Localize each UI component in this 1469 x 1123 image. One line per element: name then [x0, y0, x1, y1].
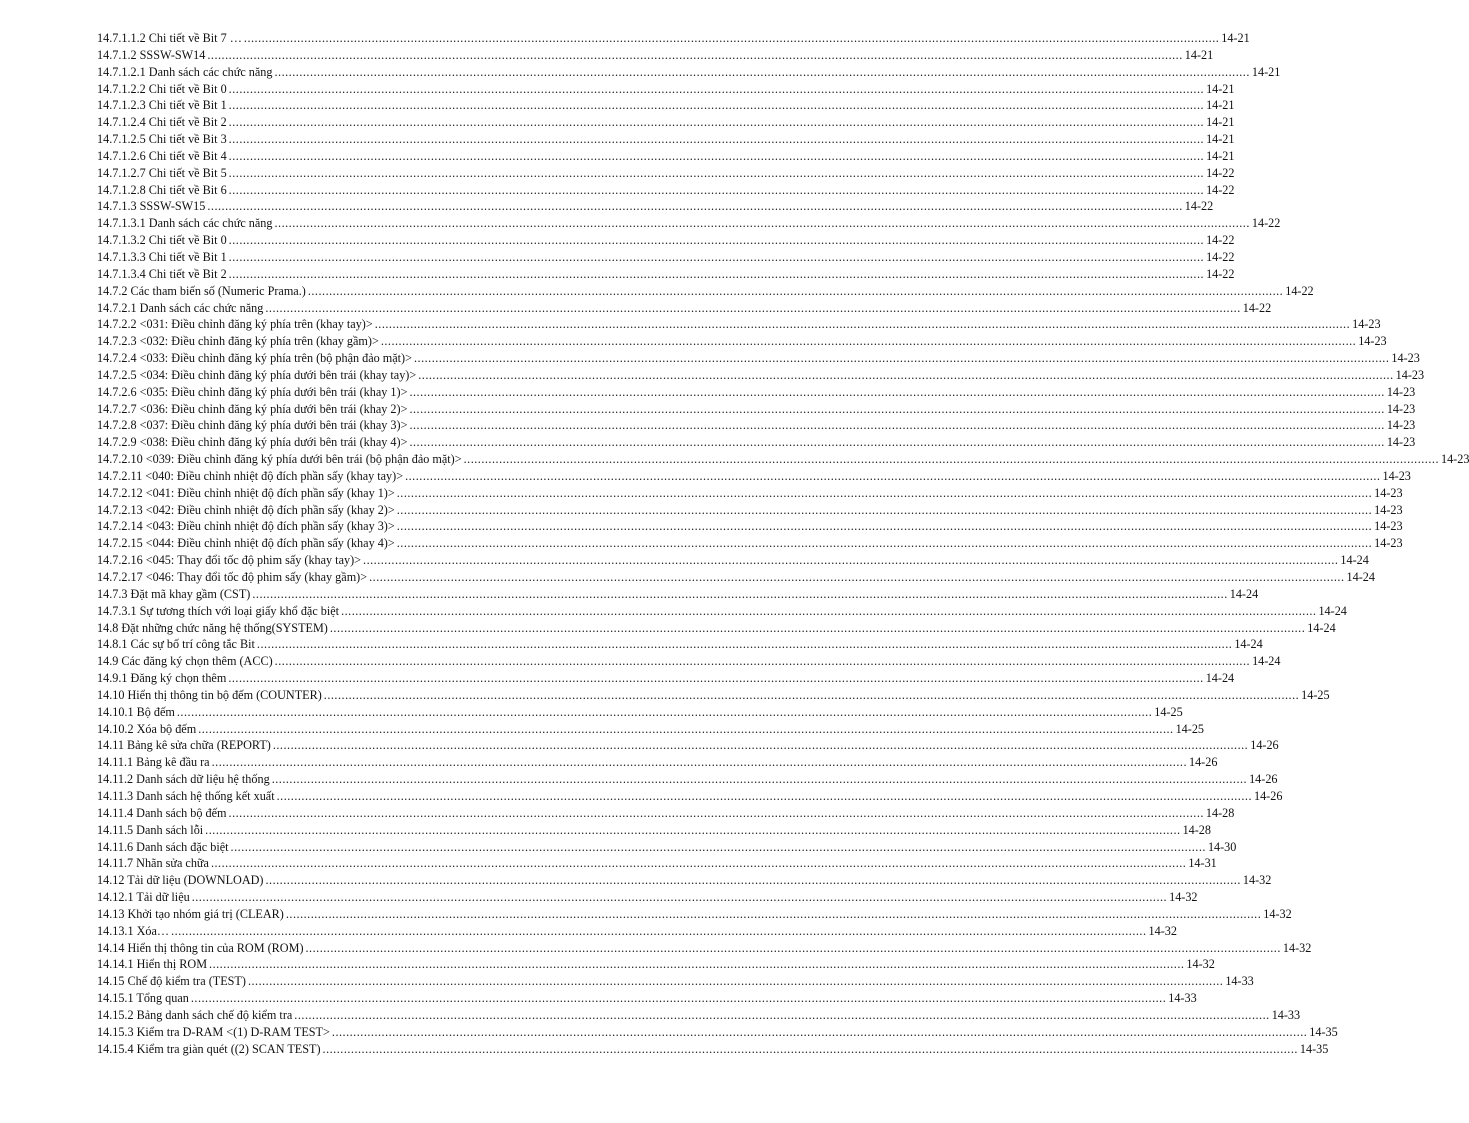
toc-entry-title: 14.7.2 Các tham biến số (Numeric Prama.) — [97, 283, 306, 298]
toc-entry-title: 14.7.3 Đặt mã khay gầm (CST) — [97, 586, 251, 601]
toc-entry[interactable] — [97, 182, 1235, 199]
toc-entry[interactable] — [97, 283, 1314, 300]
toc-entry-title: 14.8 Đặt những chức năng hệ thống(SYSTEM) — [97, 620, 328, 635]
toc-entry-page: 14-24 — [1229, 586, 1259, 601]
toc-entry-title: 14.15.2 Bảng danh sách chế độ kiểm tra — [97, 1007, 293, 1022]
toc-entry-title: 14.11.5 Danh sách lỗi — [97, 822, 204, 837]
toc-entry-page: 14-32 — [1169, 890, 1198, 905]
toc-entry-title: 14.7.1.1.2 Chi tiết về Bit 7 … — [97, 31, 242, 45]
toc-entry[interactable] — [97, 855, 1217, 872]
toc-entry[interactable] — [97, 569, 1375, 586]
toc-entry[interactable] — [97, 603, 1347, 620]
toc-entry[interactable] — [97, 822, 1211, 839]
toc-entry-page: 14-24 — [1346, 570, 1375, 584]
toc-entry-page: 14-22 — [1206, 249, 1235, 264]
toc-entry-title: 14.12.1 Tải dữ liệu — [97, 890, 190, 905]
toc-entry-page: 14-21 — [1184, 47, 1214, 62]
toc-entry-title: 14.11.7 Nhãn sửa chữa — [97, 856, 209, 871]
toc-entry-title: 14.7.1.2.7 Chi tiết về Bit 5 — [97, 165, 227, 180]
toc-entry-title: 14.7.1.2 SSSW-SW14 — [97, 47, 206, 62]
toc-entry-title: 14.7.2.1 Danh sách các chức năng — [97, 300, 264, 315]
toc-entry-title: 14.15.4 Kiểm tra giàn quét ((2) SCAN TEST) — [97, 1041, 321, 1056]
toc-entry[interactable] — [97, 636, 1263, 653]
toc-entry-page: 14-32 — [1148, 923, 1177, 938]
toc-dot-leader — [397, 535, 1372, 552]
toc-entry-title: 14.7.2.7 <036: Điều chỉnh đăng ký phía dưới bên trái (khay 2)> — [97, 401, 408, 416]
toc-entry-title: 14.10.1 Bộ đếm — [97, 704, 175, 719]
toc-entry-title: 14.7.1.3.2 Chi tiết về Bit 0 — [97, 233, 227, 248]
toc-entry-title: 14.7.2.16 <045: Thay đổi tốc độ phim sấy (khay tay)> — [97, 553, 362, 568]
toc-entry-page: 14-23 — [1440, 452, 1469, 467]
toc-entry-page: 14-25 — [1154, 704, 1183, 719]
toc-entry-page: 14-24 — [1307, 620, 1336, 635]
toc-entry-title: 14.11.1 Bảng kê đầu ra — [97, 755, 210, 770]
toc-entry-title: 14.12 Tải dữ liệu (DOWNLOAD) — [97, 873, 264, 888]
toc-dot-leader — [231, 839, 1206, 856]
toc-entry-title: 14.7.1.3.3 Chi tiết về Bit 1 — [97, 249, 227, 264]
toc-dot-leader — [323, 1041, 1298, 1058]
toc-dot-leader — [171, 923, 1146, 940]
toc-entry-page: 14-23 — [1386, 435, 1416, 450]
toc-entry-title: 14.7.2.13 <042: Điều chỉnh nhiệt độ đích phần sấy (khay 2)> — [97, 502, 395, 517]
toc-entry-page: 14-32 — [1263, 906, 1292, 921]
toc-entry-title: 14.7.1.3.4 Chi tiết về Bit 2 — [97, 266, 227, 281]
toc-dot-leader — [244, 30, 1219, 47]
toc-entry-title: 14.7.1.3 SSSW-SW15 — [97, 199, 206, 214]
toc-entry[interactable] — [97, 451, 1469, 468]
toc-entry-page: 14-22 — [1206, 266, 1235, 281]
toc-dot-leader — [273, 737, 1248, 754]
toc-entry-title: 14.11.6 Danh sách đặc biệt — [97, 839, 229, 854]
toc-dot-leader — [229, 131, 1204, 148]
toc-entry-page: 14-24 — [1340, 553, 1369, 568]
toc-entry-page: 14-22 — [1184, 199, 1214, 214]
toc-entry-page: 14-22 — [1206, 165, 1235, 180]
toc-dot-leader — [306, 940, 1281, 957]
toc-entry[interactable] — [97, 906, 1292, 923]
toc-dot-leader — [330, 620, 1305, 637]
toc-entry[interactable] — [97, 434, 1416, 451]
toc-entry-title: 14.13.1 Xóa… — [97, 923, 170, 938]
toc-dot-leader — [257, 636, 1232, 653]
toc-dot-leader — [414, 350, 1389, 367]
toc-dot-leader — [229, 114, 1204, 131]
toc-dot-leader — [198, 721, 1173, 738]
toc-entry-page: 14-25 — [1175, 721, 1205, 736]
toc-entry[interactable] — [97, 1024, 1338, 1041]
toc-entry-page: 14-33 — [1225, 974, 1254, 989]
toc-entry-title: 14.7.2.3 <032: Điều chỉnh đăng ký phía trên (khay gầm)> — [97, 334, 379, 349]
toc-entry[interactable] — [97, 805, 1235, 822]
toc-entry-title: 14.7.2.14 <043: Điều chỉnh nhiệt độ đích phần sấy (khay 3)> — [97, 519, 395, 534]
toc-entry-title: 14.7.2.4 <033: Điều chỉnh đăng ký phía trên (bộ phận đảo mặt)> — [97, 351, 412, 366]
toc-dot-leader — [363, 552, 1338, 569]
toc-entry-page: 14-21 — [1206, 148, 1235, 163]
toc-entry-page: 14-23 — [1386, 401, 1416, 416]
toc-entry[interactable] — [97, 198, 1214, 215]
toc-entry-title: 14.7.2.8 <037: Điều chỉnh đăng ký phía dưới bên trái (khay 3)> — [97, 418, 408, 433]
toc-entry-title: 14.7.2.2 <031: Điều chỉnh đăng ký phía trên (khay tay)> — [97, 317, 373, 332]
toc-entry-title: 14.7.2.15 <044: Điều chỉnh nhiệt độ đích phần sấy (khay 4)> — [97, 536, 395, 551]
toc-entry[interactable] — [97, 384, 1416, 401]
toc-entry-title: 14.7.2.12 <041: Điều chỉnh nhiệt độ đích phần sấy (khay 1)> — [97, 485, 395, 500]
toc-entry-page: 14-21 — [1221, 31, 1250, 45]
toc-dot-leader — [341, 603, 1316, 620]
toc-dot-leader — [207, 198, 1182, 215]
toc-dot-leader — [277, 788, 1252, 805]
toc-entry[interactable] — [97, 300, 1272, 317]
toc-entry[interactable] — [97, 316, 1381, 333]
toc-entry[interactable] — [97, 923, 1177, 940]
toc-entry[interactable] — [97, 839, 1237, 856]
toc-entry[interactable] — [97, 1041, 1329, 1058]
toc-dot-leader — [192, 889, 1167, 906]
toc-entry-title: 14.7.1.2.1 Danh sách các chức năng — [97, 64, 273, 79]
toc-entry-page: 14-23 — [1386, 418, 1416, 433]
toc-entry[interactable] — [97, 97, 1235, 114]
toc-dot-leader — [229, 249, 1204, 266]
toc-entry[interactable] — [97, 973, 1254, 990]
toc-entry[interactable] — [97, 940, 1312, 957]
toc-entry[interactable] — [97, 215, 1281, 232]
table-of-contents — [97, 30, 1469, 1057]
toc-entry-page: 14-21 — [1206, 132, 1235, 147]
toc-dot-leader — [409, 384, 1384, 401]
toc-entry-page: 14-24 — [1234, 637, 1263, 652]
toc-entry-page: 14-22 — [1251, 216, 1281, 231]
toc-entry[interactable] — [97, 552, 1369, 569]
toc-entry-page: 14-28 — [1205, 805, 1235, 820]
toc-entry-title: 14.7.3.1 Sự tương thích với loại giấy khổ đặc biệt — [97, 603, 340, 618]
toc-dot-leader — [229, 266, 1204, 283]
toc-entry-page: 14-22 — [1285, 283, 1314, 298]
toc-entry[interactable] — [97, 737, 1279, 754]
toc-entry-title: 14.7.1.2.5 Chi tiết về Bit 3 — [97, 132, 227, 147]
toc-entry[interactable] — [97, 47, 1214, 64]
toc-dot-leader — [397, 502, 1372, 519]
toc-entry-title: 14.11.2 Danh sách dữ liệu hệ thống — [97, 772, 270, 787]
toc-entry[interactable] — [97, 367, 1425, 384]
toc-entry[interactable] — [97, 518, 1403, 535]
toc-dot-leader — [191, 990, 1166, 1007]
toc-entry-title: 14.9.1 Đăng ký chọn thêm — [97, 671, 227, 686]
toc-dot-leader — [229, 97, 1204, 114]
toc-entry[interactable] — [97, 670, 1235, 687]
toc-entry-page: 14-33 — [1271, 1007, 1301, 1022]
toc-entry-page: 14-26 — [1249, 772, 1278, 787]
toc-entry-title: 14.11.3 Danh sách hệ thống kết xuất — [97, 788, 275, 803]
toc-entry[interactable] — [97, 721, 1205, 738]
toc-dot-leader — [205, 822, 1180, 839]
toc-entry-page: 14-23 — [1391, 351, 1420, 366]
toc-entry-title: 14.7.2.10 <039: Điều chỉnh đăng ký phía dưới bên trái (bộ phận đảo mặt)> — [97, 452, 462, 467]
toc-dot-leader — [405, 468, 1380, 485]
toc-entry-title: 14.14.1 Hiển thị ROM — [97, 957, 208, 972]
toc-entry[interactable] — [97, 1007, 1301, 1024]
toc-entry-page: 14-23 — [1358, 334, 1387, 349]
toc-entry-page: 14-23 — [1374, 502, 1403, 517]
toc-dot-leader — [229, 232, 1204, 249]
toc-entry[interactable] — [97, 350, 1420, 367]
toc-entry-title: 14.7.1.2.4 Chi tiết về Bit 2 — [97, 115, 227, 130]
toc-entry[interactable] — [97, 956, 1215, 973]
toc-entry[interactable] — [97, 754, 1218, 771]
toc-entry-title: 14.7.2.5 <034: Điều chỉnh đăng ký phía dưới bên trái (khay tay)> — [97, 367, 417, 382]
toc-dot-leader — [272, 771, 1247, 788]
toc-dot-leader — [418, 367, 1393, 384]
toc-entry[interactable] — [97, 620, 1336, 637]
toc-entry-page: 14-26 — [1250, 738, 1279, 753]
toc-entry-title: 14.7.1.3.1 Danh sách các chức năng — [97, 216, 273, 231]
toc-dot-leader — [369, 569, 1344, 586]
toc-entry[interactable] — [97, 249, 1235, 266]
toc-entry[interactable] — [97, 502, 1403, 519]
toc-entry[interactable] — [97, 771, 1278, 788]
toc-entry-title: 14.15.3 Kiểm tra D-RAM <(1) D-RAM TEST> — [97, 1024, 330, 1039]
toc-entry-page: 14-25 — [1301, 687, 1330, 702]
toc-dot-leader — [177, 704, 1152, 721]
toc-entry-page: 14-23 — [1386, 384, 1416, 399]
toc-dot-leader — [229, 805, 1204, 822]
toc-entry-page: 14-22 — [1242, 300, 1272, 315]
toc-entry-title: 14.10.2 Xóa bộ đếm — [97, 721, 197, 736]
toc-entry-page: 14-23 — [1395, 367, 1425, 382]
toc-entry-page: 14-32 — [1282, 940, 1312, 955]
toc-entry[interactable] — [97, 485, 1403, 502]
toc-dot-leader — [464, 451, 1439, 468]
toc-entry-title: 14.7.2.6 <035: Điều chỉnh đăng ký phía dưới bên trái (khay 1)> — [97, 384, 408, 399]
toc-entry-page: 14-21 — [1251, 64, 1281, 79]
toc-entry-title: 14.9 Các đăng ký chọn thêm (ACC) — [97, 654, 273, 669]
toc-entry-page: 14-26 — [1188, 755, 1218, 770]
toc-entry[interactable] — [97, 704, 1183, 721]
toc-entry-page: 14-32 — [1242, 873, 1272, 888]
toc-entry-page: 14-23 — [1374, 485, 1403, 500]
toc-entry-page: 14-23 — [1374, 519, 1403, 534]
toc-entry-title: 14.7.1.2.6 Chi tiết về Bit 4 — [97, 148, 227, 163]
toc-entry-page: 14-22 — [1206, 233, 1235, 248]
toc-entry-title: 14.8.1 Các sự bố trí công tắc Bit — [97, 637, 255, 652]
toc-entry[interactable] — [97, 266, 1235, 283]
toc-entry-title: 14.15.1 Tổng quan — [97, 991, 189, 1006]
toc-entry-page: 14-24 — [1318, 603, 1347, 618]
toc-entry-page: 14-23 — [1382, 468, 1411, 483]
toc-entry[interactable] — [97, 468, 1411, 485]
toc-entry[interactable] — [97, 165, 1235, 182]
toc-entry[interactable] — [97, 148, 1235, 165]
toc-dot-leader — [248, 973, 1223, 990]
toc-dot-leader — [209, 956, 1184, 973]
toc-dot-leader — [274, 64, 1249, 81]
toc-dot-leader — [229, 81, 1204, 98]
toc-dot-leader — [229, 182, 1204, 199]
toc-dot-leader — [332, 1024, 1307, 1041]
toc-dot-leader — [212, 754, 1187, 771]
toc-entry-title: 14.7.2.11 <040: Điều chỉnh nhiệt độ đích phần sấy (khay tay)> — [97, 468, 404, 483]
toc-entry[interactable] — [97, 81, 1235, 98]
toc-dot-leader — [207, 47, 1182, 64]
toc-entry-page: 14-32 — [1186, 957, 1215, 972]
toc-dot-leader — [265, 872, 1240, 889]
toc-entry[interactable] — [97, 586, 1259, 603]
toc-entry[interactable] — [97, 401, 1416, 418]
toc-entry-title: 14.7.1.2.8 Chi tiết về Bit 6 — [97, 182, 227, 197]
toc-entry[interactable] — [97, 232, 1235, 249]
toc-dot-leader — [265, 300, 1240, 317]
toc-dot-leader — [286, 906, 1261, 923]
toc-dot-leader — [294, 1007, 1269, 1024]
toc-entry[interactable] — [97, 687, 1330, 704]
toc-entry-page: 14-22 — [1206, 182, 1235, 197]
toc-entry-page: 14-35 — [1309, 1024, 1338, 1039]
toc-entry-page: 14-28 — [1182, 822, 1211, 837]
toc-entry-title: 14.7.1.2.2 Chi tiết về Bit 0 — [97, 81, 227, 96]
toc-entry[interactable] — [97, 653, 1281, 670]
toc-entry[interactable] — [97, 333, 1387, 350]
toc-dot-leader — [397, 485, 1372, 502]
toc-dot-leader — [308, 283, 1283, 300]
toc-entry-title: 14.11.4 Danh sách bộ đếm — [97, 805, 227, 820]
toc-entry-page: 14-35 — [1299, 1041, 1329, 1056]
toc-entry-title: 14.15 Chế độ kiểm tra (TEST) — [97, 974, 246, 989]
toc-entry[interactable] — [97, 64, 1281, 81]
toc-dot-leader — [229, 148, 1204, 165]
toc-entry[interactable] — [97, 535, 1403, 552]
toc-dot-leader — [381, 333, 1356, 350]
toc-entry-page: 14-23 — [1352, 317, 1381, 332]
toc-entry[interactable] — [97, 990, 1197, 1007]
toc-dot-leader — [324, 687, 1299, 704]
toc-dot-leader — [409, 434, 1384, 451]
toc-entry-title: 14.7.2.9 <038: Điều chỉnh đăng ký phía dưới bên trái (khay 4)> — [97, 435, 408, 450]
toc-entry[interactable] — [97, 872, 1272, 889]
toc-entry[interactable] — [97, 131, 1235, 148]
toc-dot-leader — [397, 518, 1372, 535]
toc-entry-page: 14-23 — [1374, 536, 1403, 551]
toc-entry-page: 14-30 — [1207, 839, 1237, 854]
toc-dot-leader — [252, 586, 1227, 603]
toc-entry-page: 14-21 — [1206, 115, 1235, 130]
toc-dot-leader — [229, 165, 1204, 182]
toc-entry-title: 14.7.2.17 <046: Thay đổi tốc độ phim sấy (khay gầm)> — [97, 570, 368, 584]
toc-entry-title: 14.11 Bảng kê sửa chữa (REPORT) — [97, 738, 271, 753]
toc-entry-page: 14-26 — [1253, 788, 1283, 803]
toc-entry[interactable] — [97, 889, 1198, 906]
toc-dot-leader — [409, 401, 1384, 418]
toc-entry-title: 14.13 Khởi tạo nhóm giá trị (CLEAR) — [97, 906, 284, 921]
toc-dot-leader — [274, 215, 1249, 232]
toc-dot-leader — [228, 670, 1203, 687]
toc-entry[interactable] — [97, 114, 1235, 131]
toc-dot-leader — [409, 417, 1384, 434]
toc-dot-leader — [211, 855, 1186, 872]
toc-dot-leader — [375, 316, 1350, 333]
toc-entry-title: 14.7.1.2.3 Chi tiết về Bit 1 — [97, 98, 227, 113]
toc-entry-page: 14-31 — [1188, 856, 1217, 871]
toc-entry[interactable] — [97, 788, 1283, 805]
toc-entry-page: 14-24 — [1252, 654, 1281, 669]
toc-entry-title: 14.10 Hiển thị thông tin bộ đếm (COUNTER) — [97, 687, 322, 702]
toc-dot-leader — [275, 653, 1250, 670]
toc-entry-title: 14.14 Hiển thị thông tin của ROM (ROM) — [97, 940, 304, 955]
toc-entry-page: 14-24 — [1205, 671, 1235, 686]
toc-entry[interactable] — [97, 417, 1416, 434]
toc-entry-page: 14-33 — [1168, 991, 1197, 1006]
toc-entry[interactable] — [97, 30, 1250, 47]
toc-entry-page: 14-21 — [1206, 98, 1235, 113]
toc-entry-page: 14-21 — [1206, 81, 1235, 96]
